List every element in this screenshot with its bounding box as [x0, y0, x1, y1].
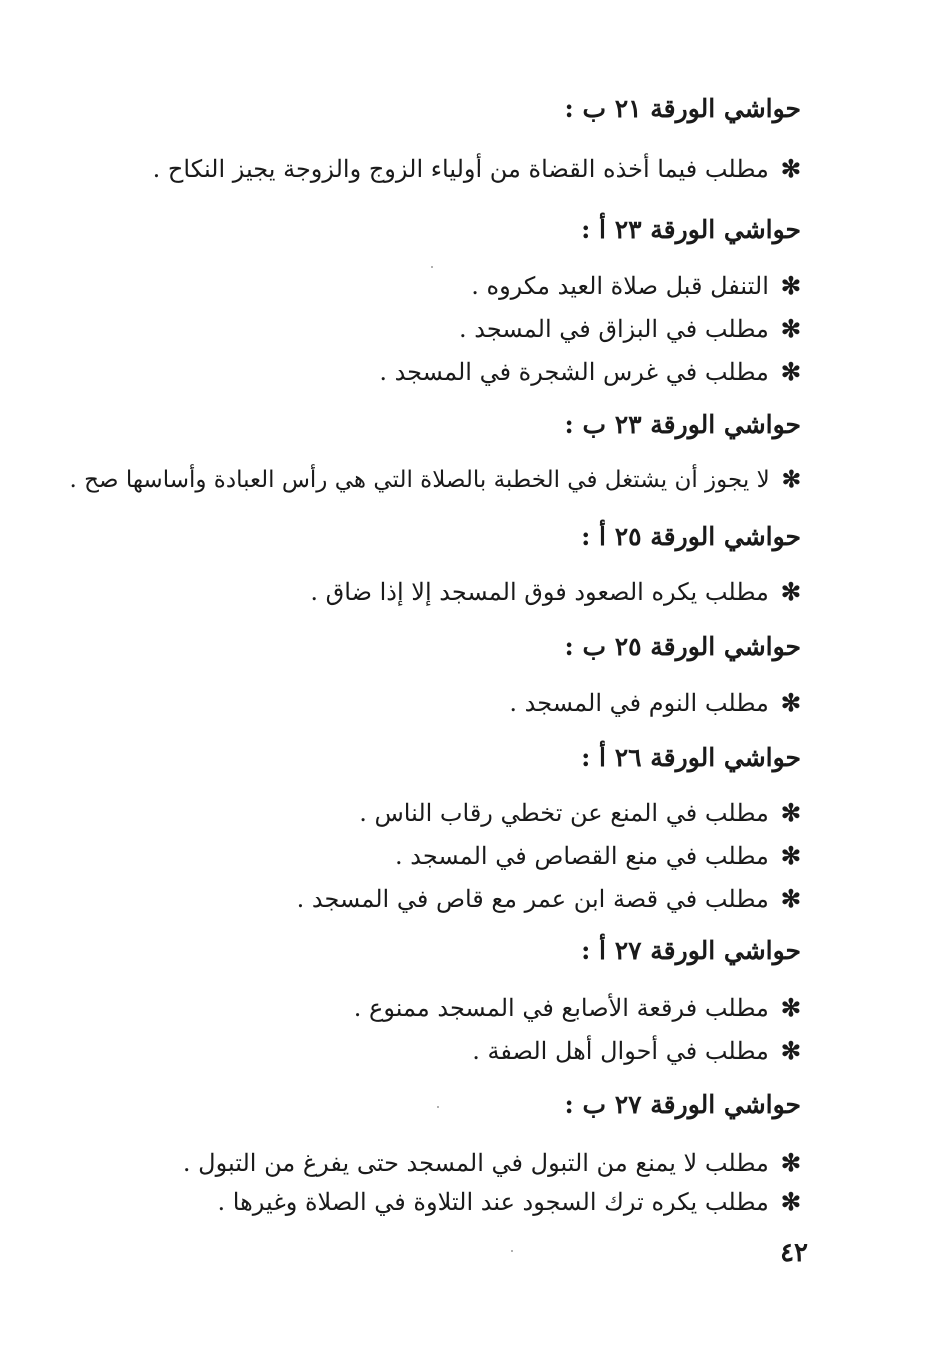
note-text: مطلب في المنع عن تخطي رقاب الناس .	[359, 799, 769, 827]
asterisk-icon: ✻	[780, 577, 801, 606]
section-heading: حواشي الورقة ٢١ ب :	[564, 94, 801, 123]
asterisk-icon: ✻	[780, 154, 801, 183]
asterisk-icon: ✻	[780, 841, 801, 870]
section-heading: حواشي الورقة ٢٧ أ :	[581, 936, 801, 965]
section-heading: حواشي الورقة ٢٧ ب :	[564, 1090, 801, 1119]
note-text: مطلب يكره الصعود فوق المسجد إلا إذا ضاق .	[310, 578, 769, 606]
section-heading: حواشي الورقة ٢٣ أ :	[581, 215, 801, 244]
note-text: مطلب يكره ترك السجود عند التلاوة في الصلاة وغيرها .	[217, 1188, 769, 1216]
asterisk-icon: ✻	[780, 798, 801, 827]
scan-speck	[437, 1106, 439, 1108]
note-item	[354, 993, 801, 1022]
asterisk-icon: ✻	[780, 993, 801, 1022]
note-item	[509, 688, 801, 717]
note-text: مطلب في غرس الشجرة في المسجد .	[379, 358, 769, 386]
scan-speck	[431, 266, 433, 268]
section-heading: حواشي الورقة ٢٦ أ :	[581, 743, 801, 772]
note-text: مطلب لا يمنع من التبول في المسجد حتى يفرغ من التبول .	[182, 1149, 769, 1177]
note-item	[459, 314, 801, 343]
asterisk-icon: ✻	[780, 314, 801, 343]
note-item	[70, 466, 801, 493]
page-number: ٤٢	[780, 1238, 808, 1268]
note-text: مطلب فرقعة الأصابع في المسجد ممنوع .	[353, 994, 769, 1022]
scan-speck	[511, 1250, 513, 1252]
note-text: التنفل قبل صلاة العيد مكروه .	[471, 272, 769, 300]
note-text: مطلب في أحوال أهل الصفة .	[472, 1037, 769, 1065]
section-heading: حواشي الورقة ٢٥ أ :	[581, 522, 801, 551]
note-text: مطلب في البزاق في المسجد .	[459, 315, 769, 343]
asterisk-icon: ✻	[780, 271, 801, 300]
asterisk-icon: ✻	[780, 1148, 801, 1177]
note-item	[310, 577, 801, 606]
asterisk-icon: ✻	[780, 884, 801, 913]
note-text: مطلب في منع القصاص في المسجد .	[394, 842, 769, 870]
asterisk-icon: ✻	[780, 1036, 801, 1065]
note-text: مطلب في قصة ابن عمر مع قاص في المسجد .	[296, 885, 769, 913]
note-item	[359, 798, 801, 827]
asterisk-icon: ✻	[781, 466, 801, 493]
note-item	[153, 154, 801, 183]
note-item	[472, 1036, 801, 1065]
asterisk-icon: ✻	[780, 357, 801, 386]
section-heading: حواشي الورقة ٢٣ ب :	[564, 410, 801, 439]
note-item	[183, 1148, 801, 1177]
note-item	[218, 1187, 802, 1216]
note-item	[379, 357, 801, 386]
note-text: مطلب فيما أخذه القضاة من أولياء الزوج والزوجة يجيز النكاح .	[152, 155, 769, 183]
asterisk-icon: ✻	[780, 1187, 801, 1216]
note-item	[471, 271, 801, 300]
note-text: مطلب النوم في المسجد .	[509, 689, 769, 717]
section-heading: حواشي الورقة ٢٥ ب :	[564, 632, 801, 661]
asterisk-icon: ✻	[780, 688, 801, 717]
note-item	[395, 841, 801, 870]
note-text: لا يجوز أن يشتغل في الخطبة بالصلاة التي هي رأس العبادة وأساسها صح .	[69, 467, 770, 493]
note-item	[297, 884, 801, 913]
